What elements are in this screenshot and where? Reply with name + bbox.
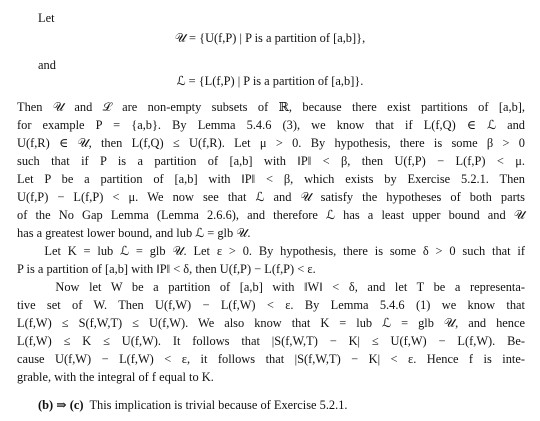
paragraph-line: U(f,R) ∈ 𝒰, then L(f,Q) ≤ U(f,R). Let μ > 0. By hypothesis, there is some β > 0 <box>17 136 525 150</box>
paragraph-line: such that if P is a partition of [a,b] with ‖P‖ < β, then U(f,P) − L(f,P) < μ. <box>17 154 525 168</box>
step-label: (b) ⇒ (c) <box>38 398 84 412</box>
paragraph-line: P is a partition of [a,b] with ‖P‖ < δ, then U(f,P) − L(f,P) < ε. <box>17 262 316 276</box>
display-lower-set: ℒ = {L(f,P) | P is a partition of [a,b]}. <box>176 74 364 88</box>
paragraph-line: grable, with the integral of f equal to K. <box>17 370 214 384</box>
text-let: Let <box>38 11 55 25</box>
paragraph-line: L(f,W) ≤ S(f,W,T) ≤ U(f,W). We also know that K = lub ℒ = glb 𝒰, and hence <box>17 316 525 330</box>
paragraph-line: Then 𝒰 and ℒ are non-empty subsets of ℝ, because there exist partitions of [a,b], <box>17 100 525 114</box>
paragraph-line: of the No Gap Lemma (Lemma 2.6.6), and therefore ℒ has a least upper bound and 𝒰 <box>17 208 525 222</box>
paragraph-line: cause U(f,W) − L(f,W) < ε, it follows that |S(f,W,T) − K| < ε. Hence f is inte- <box>17 352 525 366</box>
paragraph-line: for example P = {a,b}. By Lemma 5.4.6 (3), we know that if L(f,Q) ∈ ℒ and <box>17 118 525 132</box>
step-text: This implication is trivial because of Exercise 5.2.1. <box>83 398 348 412</box>
paragraph-line: Let P be a partition of [a,b] with ‖P‖ < β, which exists by Exercise 5.2.1. Then <box>17 172 525 186</box>
display-upper-set: 𝒰 = {U(f,P) | P is a partition of [a,b]}, <box>174 31 366 45</box>
paragraph-line: Now let W be a partition of [a,b] with ‖W‖ < δ, and let T be a representa- <box>17 280 525 294</box>
paragraph-line: has a greatest lower bound, and lub ℒ = glb 𝒰. <box>17 226 251 240</box>
paragraph-line: U(f,P) − L(f,P) < μ. We now see that ℒ and 𝒰 satisfy the hypotheses of both parts <box>17 190 525 204</box>
text-and: and <box>38 58 56 72</box>
final-line <box>38 397 348 413</box>
paragraph-line: tive set of W. Then U(f,W) − L(f,W) < ε. By Lemma 5.4.6 (1) we know that <box>17 298 525 312</box>
paragraph-line: Let K = lub ℒ = glb 𝒰. Let ε > 0. By hypothesis, there is some δ > 0 such that if <box>17 244 525 258</box>
paragraph-line: L(f,W) ≤ K ≤ U(f,W). It follows that |S(f,W,T) − K| ≤ U(f,W) − L(f,W). Be- <box>17 334 525 348</box>
